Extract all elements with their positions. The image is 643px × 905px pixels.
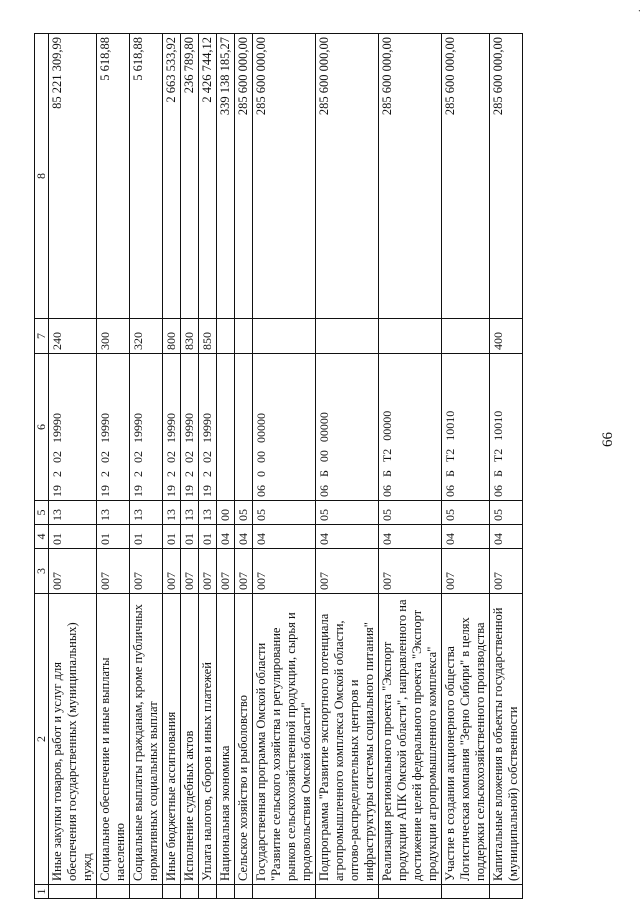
section-code-cell: 04 — [379, 525, 442, 549]
row-number-cell — [163, 885, 181, 899]
table-row — [49, 34, 97, 899]
target-article-cell: 06 Б 00 00000 — [316, 354, 379, 501]
amount-cell: 285 600 000,00 — [379, 34, 442, 319]
section-code-cell: 01 — [130, 525, 163, 549]
section-code-cell: 01 — [181, 525, 199, 549]
subsection-code-cell: 05 — [379, 501, 442, 525]
table-row — [316, 34, 379, 899]
amount-cell: 285 600 000,00 — [235, 34, 253, 319]
header-row — [35, 34, 49, 899]
expense-type-cell: 800 — [163, 319, 181, 354]
section-code-cell: 01 — [97, 525, 130, 549]
target-article-cell — [217, 354, 235, 501]
expense-type-cell: 320 — [130, 319, 163, 354]
item-name-cell: Иные закупки товаров, работ и услуг для обеспечения государственных (муниципальных) нужд — [49, 594, 97, 885]
item-name-cell: Социальное обеспечение и иные выплаты населению — [97, 594, 130, 885]
section-code-cell: 04 — [442, 525, 490, 549]
grbs-code-cell: 007 — [316, 549, 379, 594]
amount-cell: 236 789,80 — [181, 34, 199, 319]
item-name-cell: Участие в создании акционерного общества Логистическая компания "Зерно Сибири" в целях поддержки сельскохозяйственного производства — [442, 594, 490, 885]
row-number-cell — [490, 885, 523, 899]
row-number-cell — [181, 885, 199, 899]
target-article-cell: 19 2 02 19990 — [181, 354, 199, 501]
table-row — [217, 34, 235, 899]
table-row — [379, 34, 442, 899]
table-body — [35, 34, 523, 899]
subsection-code-cell: 13 — [181, 501, 199, 525]
target-article-cell: 19 2 02 19990 — [199, 354, 217, 501]
expense-type-cell — [235, 319, 253, 354]
table-row — [181, 34, 199, 899]
item-name-cell: Подпрограмма "Развитие экспортного потенциала агропромышленного комплекса Омской области, оптово-распределительных центров и инфраструктуры системы социального питания" — [316, 594, 379, 885]
grbs-code-cell: 007 — [379, 549, 442, 594]
target-article-cell: 06 Б T2 10010 — [442, 354, 490, 501]
amount-cell: 85 221 309,99 — [49, 34, 97, 319]
corner-mark: . — [632, 9, 643, 12]
target-article-cell: 19 2 02 19990 — [163, 354, 181, 501]
grbs-code-cell: 007 — [235, 549, 253, 594]
subsection-code-cell: 13 — [163, 501, 181, 525]
section-code-cell: 04 — [490, 525, 523, 549]
header-cell: 6 — [35, 354, 49, 501]
target-article-cell: 06 Б T2 00000 — [379, 354, 442, 501]
subsection-code-cell: 13 — [97, 501, 130, 525]
target-article-cell — [235, 354, 253, 501]
header-cell: 8 — [35, 34, 49, 319]
expense-type-cell — [217, 319, 235, 354]
subsection-code-cell: 05 — [253, 501, 316, 525]
amount-cell: 285 600 000,00 — [316, 34, 379, 319]
grbs-code-cell: 007 — [442, 549, 490, 594]
item-name-cell: Сельское хозяйство и рыболовство — [235, 594, 253, 885]
target-article-cell: 19 2 02 19990 — [49, 354, 97, 501]
item-name-cell: Социальные выплаты гражданам, кроме публичных нормативных социальных выплат — [130, 594, 163, 885]
item-name-cell: Иные бюджетные ассигнования — [163, 594, 181, 885]
budget-table — [34, 33, 523, 899]
grbs-code-cell: 007 — [253, 549, 316, 594]
target-article-cell: 19 2 02 19990 — [97, 354, 130, 501]
header-cell: 2 — [35, 594, 49, 885]
grbs-code-cell: 007 — [217, 549, 235, 594]
expense-type-cell: 300 — [97, 319, 130, 354]
section-code-cell: 04 — [253, 525, 316, 549]
row-number-cell — [316, 885, 379, 899]
target-article-cell: 06 Б T2 10010 — [490, 354, 523, 501]
expense-type-cell: 400 — [490, 319, 523, 354]
expense-type-cell — [316, 319, 379, 354]
expense-type-cell — [442, 319, 490, 354]
subsection-code-cell: 13 — [199, 501, 217, 525]
item-name-cell: Реализация регионального проекта "Экспорт продукции АПК Омской области", направленного на достижение целей федерального проекта "Экспорт продукции агропромышленного комплекса" — [379, 594, 442, 885]
amount-cell: 339 138 185,27 — [217, 34, 235, 319]
expense-type-cell — [379, 319, 442, 354]
grbs-code-cell: 007 — [490, 549, 523, 594]
subsection-code-cell: 05 — [490, 501, 523, 525]
grbs-code-cell: 007 — [163, 549, 181, 594]
header-cell: 4 — [35, 525, 49, 549]
section-code-cell: 04 — [217, 525, 235, 549]
section-code-cell: 01 — [163, 525, 181, 549]
page-number: 66 — [600, 432, 616, 447]
grbs-code-cell: 007 — [49, 549, 97, 594]
header-cell: 5 — [35, 501, 49, 525]
row-number-cell — [253, 885, 316, 899]
amount-cell: 2 663 533,92 — [163, 34, 181, 319]
subsection-code-cell: 13 — [130, 501, 163, 525]
subsection-code-cell: 00 — [217, 501, 235, 525]
target-article-cell: 06 0 00 00000 — [253, 354, 316, 501]
expense-type-cell: 240 — [49, 319, 97, 354]
header-cell: 1 — [35, 885, 49, 899]
amount-cell: 285 600 000,00 — [442, 34, 490, 319]
subsection-code-cell: 13 — [49, 501, 97, 525]
row-number-cell — [442, 885, 490, 899]
row-number-cell — [49, 885, 97, 899]
expense-type-cell: 830 — [181, 319, 199, 354]
row-number-cell — [379, 885, 442, 899]
amount-cell: 285 600 000,00 — [490, 34, 523, 319]
table-row — [442, 34, 490, 899]
row-number-cell — [217, 885, 235, 899]
amount-cell: 285 600 000,00 — [253, 34, 316, 319]
grbs-code-cell: 007 — [97, 549, 130, 594]
subsection-code-cell: 05 — [442, 501, 490, 525]
table-row — [130, 34, 163, 899]
expense-type-cell — [253, 319, 316, 354]
grbs-code-cell: 007 — [130, 549, 163, 594]
item-name-cell: Государственная программа Омской области "Развитие сельского хозяйства и регулирование рынков сельскохозяйственной продукции, сырья и продовольствия Омской области" — [253, 594, 316, 885]
subsection-code-cell: 05 — [316, 501, 379, 525]
header-cell: 7 — [35, 319, 49, 354]
row-number-cell — [97, 885, 130, 899]
item-name-cell: Уплата налогов, сборов и иных платежей — [199, 594, 217, 885]
grbs-code-cell: 007 — [199, 549, 217, 594]
table-row — [253, 34, 316, 899]
item-name-cell: Капитальные вложения в объекты государственной (муниципальной) собственности — [490, 594, 523, 885]
amount-cell: 5 618,88 — [130, 34, 163, 319]
section-code-cell: 01 — [199, 525, 217, 549]
row-number-cell — [199, 885, 217, 899]
section-code-cell: 04 — [235, 525, 253, 549]
amount-cell: 2 426 744,12 — [199, 34, 217, 319]
table-row — [490, 34, 523, 899]
grbs-code-cell: 007 — [181, 549, 199, 594]
table-row — [235, 34, 253, 899]
row-number-cell — [130, 885, 163, 899]
table-row — [199, 34, 217, 899]
amount-cell: 5 618,88 — [97, 34, 130, 319]
item-name-cell: Исполнение судебных актов — [181, 594, 199, 885]
target-article-cell: 19 2 02 19990 — [130, 354, 163, 501]
section-code-cell: 01 — [49, 525, 97, 549]
row-number-cell — [235, 885, 253, 899]
item-name-cell: Национальная экономика — [217, 594, 235, 885]
table-row — [97, 34, 130, 899]
section-code-cell: 04 — [316, 525, 379, 549]
header-cell: 3 — [35, 549, 49, 594]
expense-type-cell: 850 — [199, 319, 217, 354]
subsection-code-cell: 05 — [235, 501, 253, 525]
table-row — [163, 34, 181, 899]
